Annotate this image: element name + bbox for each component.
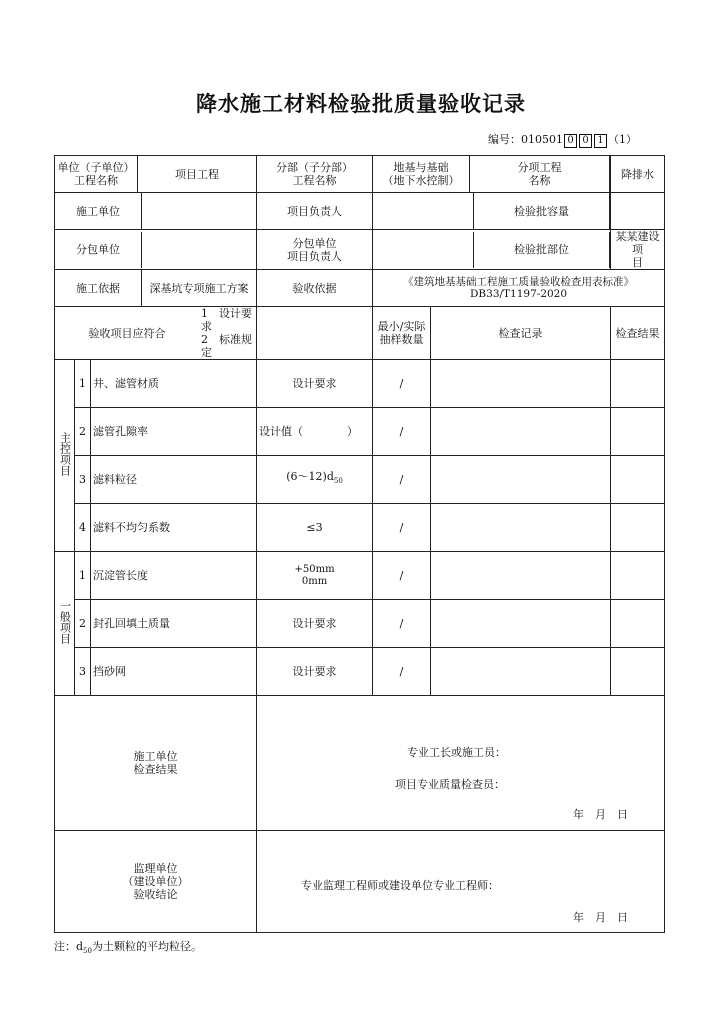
construction-unit-label: 施工单位	[55, 193, 142, 229]
supervision-row	[55, 831, 665, 933]
column-sample: 最小/实际 抽样数量	[373, 307, 431, 360]
subcontract-manager-label: 分包单位 项目负责人	[257, 230, 373, 270]
record-number-label: 编号：010501	[488, 133, 563, 146]
check-record-cell[interactable]	[431, 600, 611, 648]
project-manager-value	[373, 193, 474, 229]
check-record-cell[interactable]	[431, 456, 611, 504]
record-number-box-1: 0	[564, 134, 577, 148]
item-name-label: 分项工程 名称	[470, 156, 610, 192]
record-number	[488, 131, 637, 148]
supervision-signature[interactable]	[257, 831, 665, 933]
check-result-cell[interactable]	[611, 648, 665, 696]
header-row-construction	[55, 193, 665, 230]
acceptance-basis-label: 验收依据	[257, 270, 373, 307]
supervision-label: 监理单位 （建设单位） 验收结论	[55, 831, 257, 933]
foreman-label: 专业工长或施工员：	[407, 746, 507, 759]
general-item-row: 一般项目 1 沉淀管长度 +50mm 0mm /	[55, 552, 665, 600]
check-record-cell[interactable]	[431, 360, 611, 408]
record-number-box-3: 1	[594, 134, 607, 148]
main-item-row: 3 滤料粒径 $(6\sim 12)d_{50}$ /	[55, 456, 665, 504]
header-row-basis	[55, 270, 665, 307]
subcontract-unit-label: 分包单位	[55, 232, 142, 268]
construction-check-signature[interactable]	[257, 696, 665, 831]
project-manager-label: 项目负责人	[257, 193, 373, 230]
general-group-label: 一般项目	[55, 552, 75, 696]
check-record-cell[interactable]	[431, 648, 611, 696]
column-items: 验收项目应符合	[88, 326, 166, 340]
batch-capacity-label: 检验批容量	[474, 193, 610, 229]
subdivision-label: 分部（子分部） 工程名称	[257, 156, 373, 193]
column-result: 检查结果	[611, 307, 665, 360]
unit-name-label: 单位（子单位） 工程名称	[57, 161, 135, 187]
check-result-cell[interactable]	[611, 552, 665, 600]
record-number-box-2: 0	[579, 134, 592, 148]
header-row-subcontract	[55, 230, 665, 270]
check-record-cell[interactable]	[431, 408, 611, 456]
check-result-cell[interactable]	[611, 600, 665, 648]
construction-date: 年 月 日	[573, 808, 629, 821]
engineer-label: 专业监理工程师或建设单位专业工程师：	[301, 879, 500, 892]
batch-part-label: 检验批部位	[474, 232, 610, 268]
acceptance-record-table	[54, 155, 665, 933]
subcontract-unit-value	[142, 232, 257, 268]
main-item-row: 主控项目 1 井、滤管材质 设计要求 /	[55, 360, 665, 408]
construction-basis-value: 深基坑专项施工方案	[149, 281, 249, 295]
unit-name-label-cell	[55, 156, 257, 193]
check-result-cell[interactable]	[611, 504, 665, 552]
batch-part-value: 某某建设项 目	[611, 230, 665, 270]
construction-check-row	[55, 696, 665, 831]
supervision-date: 年 月 日	[573, 911, 629, 924]
check-result-cell[interactable]	[611, 408, 665, 456]
column-record: 检查记录	[431, 307, 611, 360]
check-record-cell[interactable]	[431, 504, 611, 552]
header-row-project	[55, 156, 665, 193]
inspector-label: 项目专业质量检查员：	[395, 778, 506, 791]
unit-name-value: 项目工程	[175, 167, 220, 181]
batch-capacity-value	[611, 193, 665, 230]
acceptance-basis-value: 《建筑地基基础工程施工质量验收检查用表标准》 DB33/T1197-2020	[373, 270, 665, 307]
subdivision-value: 地基与基础 （地下水控制）	[373, 156, 470, 192]
page-title: 降水施工材料检验批质量验收记录	[196, 92, 526, 116]
item-name-value: 降排水	[611, 156, 665, 193]
construction-basis-label: 施工依据	[55, 270, 142, 306]
general-item-row: 2 封孔回填土质量 设计要求 /	[55, 600, 665, 648]
footnote: 注：$d_{50}$为土颗粒的平均粒径。	[54, 940, 202, 956]
general-item-row: 3 挡砂网 设计要求 /	[55, 648, 665, 696]
column-requirements: 1 设计要求 2 标准规定	[201, 307, 252, 359]
construction-unit-value	[142, 193, 257, 229]
column-header-row	[55, 307, 665, 360]
main-item-row: 4 滤料不均匀系数 ≤3 /	[55, 504, 665, 552]
record-number-suffix: （1）	[608, 133, 637, 146]
subcontract-manager-value	[373, 232, 474, 268]
check-result-cell[interactable]	[611, 360, 665, 408]
construction-check-label: 施工单位 检查结果	[55, 696, 257, 831]
main-group-label: 主控项目	[55, 360, 75, 552]
main-item-row: 2 滤管孔隙率 设计值（ ） /	[55, 408, 665, 456]
check-result-cell[interactable]	[611, 456, 665, 504]
check-record-cell[interactable]	[431, 552, 611, 600]
